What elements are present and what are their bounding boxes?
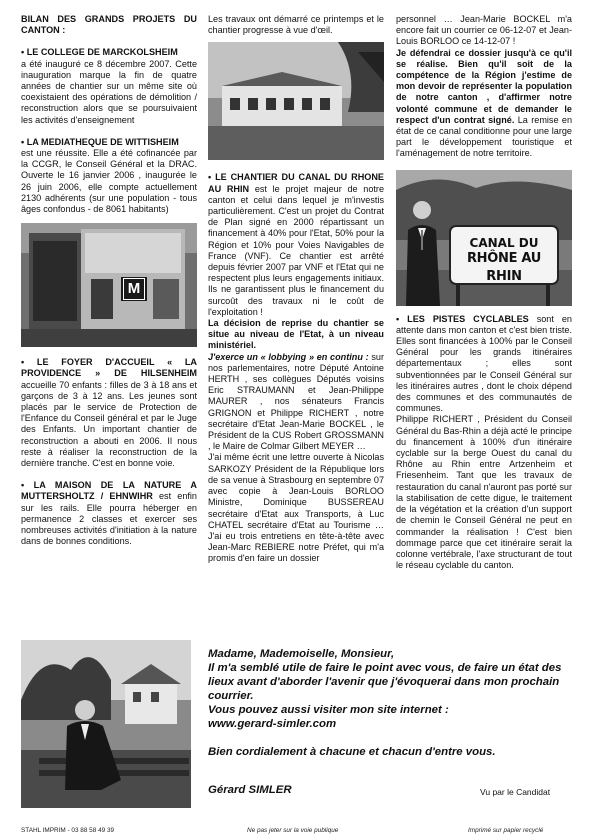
decision-text: La décision de reprise du chantier se situe au niveau de l'Etat, à un niveau ministériel. — [208, 318, 384, 351]
defend-text: La remise en état de ce canal conditionne pour une large part le développement touristique et l'aménagement de notre territoire. — [396, 114, 572, 159]
footer-paper: Imprimé sur papier recyclé — [468, 827, 544, 834]
page-heading: BILAN DES GRANDS PROJETS DU CANTON : — [21, 14, 197, 36]
letter-paragraph-1: Il m'a semblé utile de faire le point avec vous, de faire un état des lieux avant d'aborder l'avenir que j'évoquerai dans mon prochain courrier. — [208, 662, 562, 702]
canal-sign — [450, 226, 558, 284]
footer-notice: Ne pas jeter sur la voie publique — [247, 827, 339, 834]
section-text: accueille 70 enfants : filles de 3 à 18 ans et garçons de 3 à 12 ans. Les jeunes sont placés par le service de Protection de l'Enfance du Conseil général et par le Juge des Enfants. Un important chantier de reconstruction a abouti en 2006. Il nous reste à réaliser la reconstruction de la dernière tranche. C'est en bonne voie. — [21, 379, 197, 469]
section-title: • LE CHANTIER DU CANAL DU RHONE AU RHIN — [208, 172, 384, 194]
section-title: • LA MEDIATHEQUE DE WITTISHEIM — [21, 136, 179, 147]
section-title: • LE FOYER D'ACCUEIL « LA PROVIDENCE » DE HILSENHEIM — [21, 357, 197, 379]
section-college — [21, 47, 197, 125]
intro-text: Les travaux ont démarré ce printemps et le chantier progresse à vue d'œil. — [208, 14, 384, 36]
richert-text: Philippe RICHERT , Président du Conseil Général du Bas-Rhin a déjà acté le principe du financement à 100% d'un itinéraire cyclable sur la berge Ouest du canal du Rhône au Rhin entre Artzenheim et Friesenheim. Tant que les travaux de restauration du canal n'auront pas porté sur la stabilisation de cette digue, le traitement de la végétation et la création d'un support de chemin le Conseil Général ne peut en commander la réalisation ! C'est bien dommage parce que cet itinéraire serait la colonne vertébrale, l'axe structurant de tout le réseau cyclable du canton. — [396, 414, 572, 571]
approval-note: Vu par le Candidat — [480, 787, 551, 797]
section-maison-nature — [21, 480, 197, 547]
letter-paragraph-2: Vous pouvez aussi visiter mon site internet : — [208, 704, 449, 716]
section-title: • LE COLLEGE DE MARCKOLSHEIM — [21, 47, 178, 58]
sign-line-2: RHÔNE AU RHIN — [466, 250, 542, 284]
mediatheque-logo-icon: M — [123, 278, 145, 300]
letter-salutation: Madame, Mademoiselle, Monsieur, — [208, 648, 395, 660]
column-left — [21, 14, 197, 548]
section-canal — [208, 172, 384, 318]
signature: Gérard SIMLER — [208, 784, 292, 796]
section-text: est enfin sur les rails. Elle pourra héberger en permanence 2 classes et exercer ses nombreuses activités d'initiation à la nature dans de bonnes conditions. — [21, 491, 197, 547]
defend-bold: Je défendrai ce dossier jusqu'à ce qu'il se réalise. Bien qu'il soit de la compétence de la Région j'estime de mon devoir de représenter la population de notre canton , d'affirmer notre volonté commune et de demander le respect d'un contrat signé. — [396, 47, 572, 125]
column-right — [396, 14, 572, 571]
section-title: • LA MAISON DE LA NATURE A MUTTERSHOLTZ / EHNWIHR — [21, 480, 197, 502]
defend-paragraph — [396, 48, 572, 160]
section-text: est le projet majeur de notre canton et celui dans lequel je m'investis particulièrement. C'est un projet du Contrat de Plan signé en 2000 répartissant un financement à 40% pour l'Etat, 50% pour la Région et 10% pour Voies Navigables de France (VNF). Ce chantier est arrêté depuis février 2007 par VNF et l'Etat qui ne respectent plus leurs engagements initiaux. Ils ne garantissent plus le financement du surcoût des travaux ni le coût de l'exploitation ! — [208, 183, 385, 317]
column-middle — [208, 14, 384, 565]
section-title: • LES PISTES CYCLABLES — [396, 313, 529, 324]
open-letter-text: J'ai même écrit une lettre ouverte à Nicolas SARKOZY Président de la République lors de sa venue à Strasbourg en septembre 07 avec copie à Jean-Louis BORLOO Ministre, Dominique BUSSEREAU secrétaire d'Etat aux Transports, à Luc CHATEL secrétaire d'Etat au Tourisme … J'ai eu trois entretiens en tête-à-tête avec Jean-Marc REBIERE notre Préfet, qui m'a promis d'en faire un dossier — [208, 452, 384, 564]
lobbying-paragraph — [208, 352, 384, 453]
sign-line-1: CANAL DU — [469, 235, 539, 250]
section-foyer — [21, 357, 197, 469]
letter-closing: Bien cordialement à chacune et chacun d'entre vous. — [208, 746, 496, 758]
footer-printer: STAHL IMPRIM - 03 88 58 49 39 — [21, 827, 115, 834]
lobbying-text: sur nos parlementaires, notre Député Antoine HERTH , ses collègues Députés voisins Eric STRAUMANN et Jean-Philippe MAURER , nos sénateurs Francis GRIGNON et Philippe RICHERT , notre secrétaire d'Etat Jean-Marie BOCKEL , le Président de la CUS Robert GROSSMANN , le Maire de Colmar Gilbert MEYER … — [208, 351, 384, 452]
section-pistes — [396, 314, 572, 415]
lobbying-lead: J'exerce un « lobbying » en continu : — [208, 351, 369, 362]
photo-mediatheque — [21, 223, 197, 347]
section-text: est une réussite. Elle a été cofinancée par la CCGR, le Conseil Général et la DRAC. Ouverte le 16 janvier 2006 , inaugurée le 26 juin 2006, elle compte actuellement 2130 adhérents (sur une population - tous âges confondus - de 8061 habitants) — [21, 148, 197, 215]
photo-construction-site — [208, 42, 384, 160]
website-link[interactable]: www.gerard-simler.com — [208, 718, 337, 730]
continuation-text: personnel … Jean-Marie BOCKEL m'a encore fait un courrier ce 06-12-07 et Jean-Louis BORLOO ce 14-12-07 ! — [396, 14, 572, 47]
section-text: sont en attente dans mon canton et c'est bien triste. Elles sont financées à 100% par le Conseil Général pour les grands itinéraires départementaux ; elles sont subventionnées par le Conseil Général sur les itinéraires autres , dont le choix dépend des communes et des communautés de communes. — [396, 313, 572, 414]
photo-canal-sign — [396, 170, 572, 306]
section-mediatheque — [21, 137, 197, 215]
photo-candidate — [21, 640, 191, 808]
letter-block — [208, 647, 578, 759]
section-text: a été inauguré ce 8 décembre 2007. Cette inauguration marque la fin de quatre années de chantier sur un même site où coexistaient des opérations de démolition / reconstruction alors que se poursuivaient les activités d'enseignement — [21, 58, 197, 125]
